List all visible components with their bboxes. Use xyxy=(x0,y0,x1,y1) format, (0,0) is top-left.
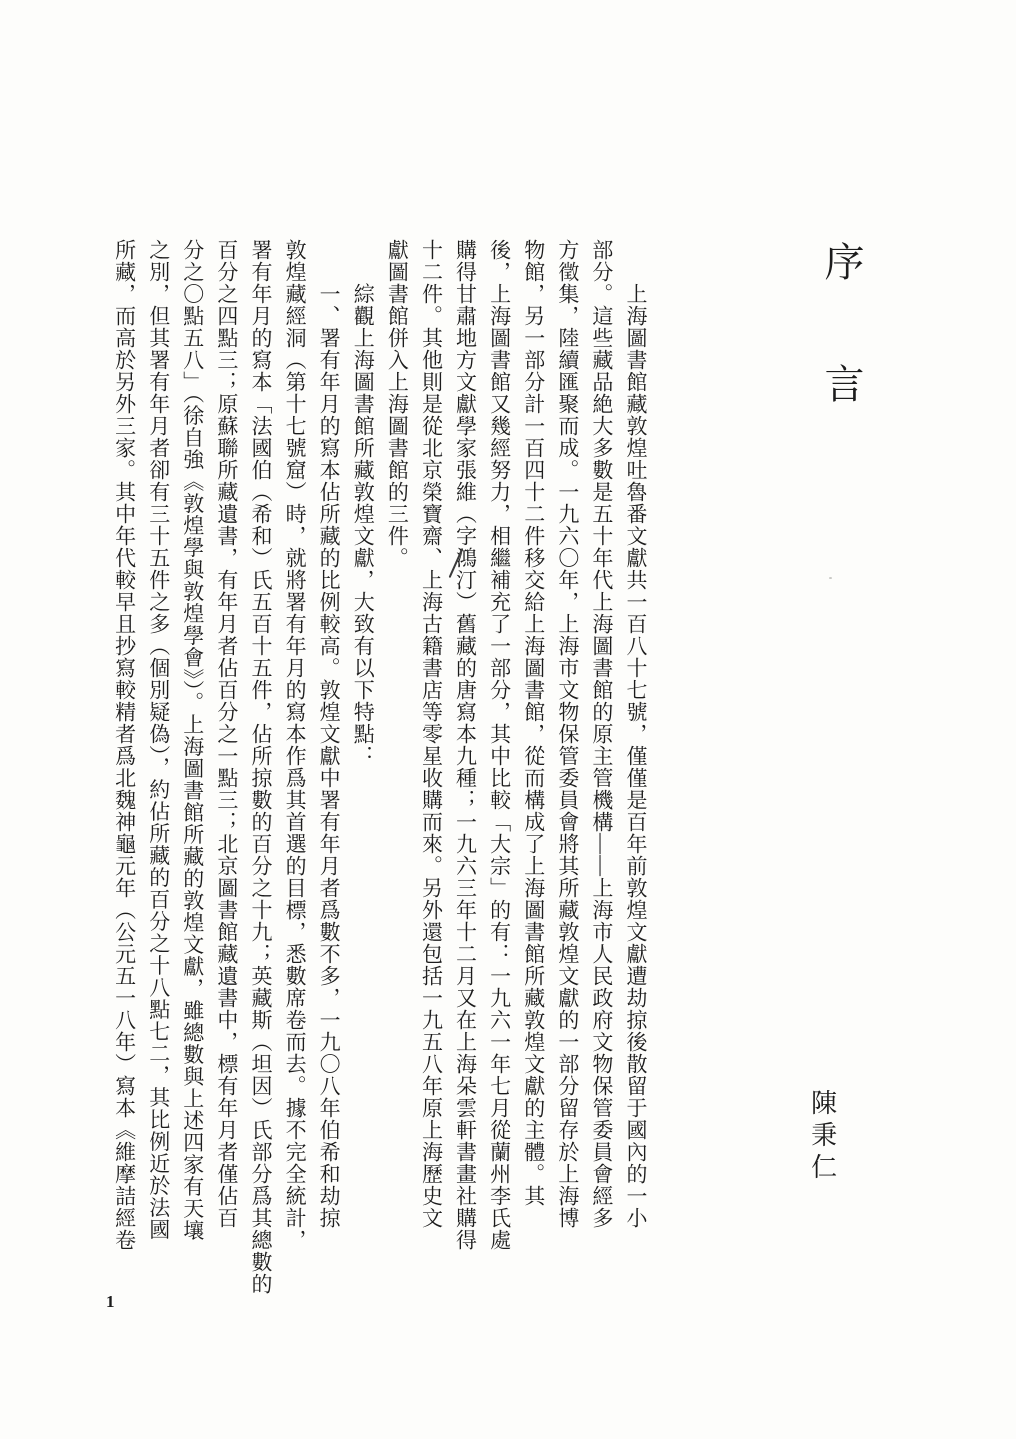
text-column: 分之〇點五八」（徐自強《敦煌學與敦煌學會》）。上海圖書館所藏的敦煌文獻，雖總數與上述四家有天壤 xyxy=(180,239,205,1242)
text-column: 物館，另一部分計一百四十二件移交給上海圖書館，從而構成了上海圖書館所藏敦煌文獻的主體。其 xyxy=(521,239,546,1207)
text-column: 部分。這些藏品絶大多數是五十年代上海圖書館的原主管機構——上海市人民政府文物保管委員會經多 xyxy=(589,239,614,1229)
text-column: 之別，但其署有年月者卻有三十五件之多（個別疑偽），約佔所藏的百分之十八點七二，其比例近於法國 xyxy=(146,239,171,1241)
page-number: 1 xyxy=(106,1292,115,1311)
text-column: 獻圖書館併入上海圖書館的三件。 xyxy=(385,239,410,569)
text-column: 後，上海圖書館又幾經努力，相繼補充了一部分，其中比較「大宗」的有：一九六一年七月從蘭州李氏處 xyxy=(487,239,512,1251)
text-column: 上海圖書館藏敦煌吐魯番文獻共一百八十七號，僅僅是百年前敦煌文獻遭劫掠後散留于國內的一小 xyxy=(624,239,648,1229)
text-column: 百分之四點三；原蘇聯所藏遺書，有年月者佔百分之一點三；北京圖書館藏遺書中，標有年月者僅佔百 xyxy=(214,239,239,1229)
preface-body xyxy=(108,239,654,1295)
text-column: 十二件。其他則是從北京榮寶齋、上海古籍書店等零星收購而來。另外還包括一九五八年原上海歷史文 xyxy=(419,239,444,1229)
text-column: 方徵集，陸續匯聚而成。一九六〇年，上海市文物保管委員會將其所藏敦煌文獻的一部分留存於上海博 xyxy=(555,239,580,1229)
text-column: 所藏，而高於另外三家。其中年代較早且抄寫較精者爲北魏神龜元年（公元五一八年）寫本《維摩詰經卷 xyxy=(112,239,137,1251)
author-name: 陳秉仁 xyxy=(807,1089,837,1185)
scan-speckle-icon xyxy=(829,577,832,579)
text-column: 署有年月的寫本「法國伯（希和）氏五百十五件，佔所掠數的百分之十九；英藏斯（坦因）氏部分爲其總數的 xyxy=(248,239,273,1295)
text-column: 購得甘肅地方文獻學家張維（字鴻汀）舊藏的唐寫本九種；一九六三年十二月又在上海朵雲軒書畫社購得 xyxy=(453,239,478,1251)
text-column: 敦煌藏經洞（第十七號窟）時，就將署有年月的寫本作爲其首選的目標，悉數席卷而去。據不完全統計， xyxy=(283,239,308,1251)
text-column: 一、署有年月的寫本佔所藏的比例較高。敦煌文獻中署有年月者爲數不多，一九〇八年伯希和劫掠 xyxy=(317,239,342,1229)
page-title: 序言 xyxy=(819,241,864,485)
text-column: 綜觀上海圖書館所藏敦煌文獻，大致有以下特點： xyxy=(351,239,376,767)
